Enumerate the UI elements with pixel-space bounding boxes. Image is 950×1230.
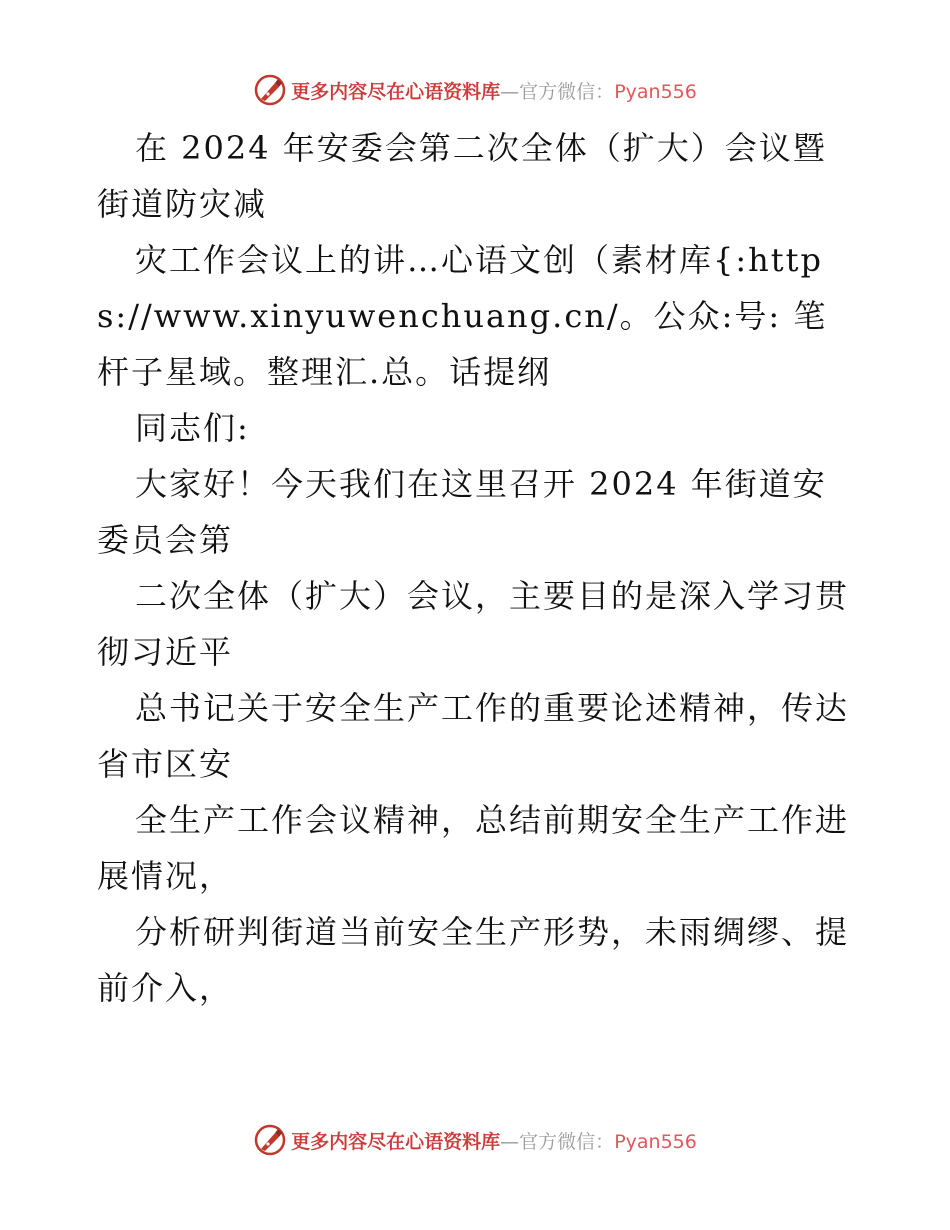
paragraph-title-continued: 灾工作会议上的讲…心语文创（素材库{:https://www.xinyuwenchuang.cn/。公众:号: 笔杆子星域。整理汇.总。话提纲 xyxy=(97,241,828,391)
banner-site-name: 更多内容尽在心语资料库 xyxy=(291,1130,501,1153)
document-body xyxy=(97,120,857,1016)
paragraph-body: 总书记关于安全生产工作的重要论述精神，传达省市区安 xyxy=(97,689,850,783)
header-banner xyxy=(0,70,950,110)
paragraph-body: 全生产工作会议精神，总结前期安全生产工作进展情况， xyxy=(97,801,850,895)
banner-text xyxy=(291,77,697,104)
banner-dash: — xyxy=(500,80,520,103)
banner-wechat-label: 官方微信： xyxy=(519,80,615,103)
banner-wechat-label: 官方微信： xyxy=(519,1130,615,1153)
pen-nib-logo-icon xyxy=(253,73,287,107)
footer-banner xyxy=(0,1120,950,1160)
banner-wechat-id: Pyan556 xyxy=(614,80,697,103)
pen-nib-logo-icon xyxy=(253,1123,287,1157)
paragraph-body: 分析研判街道当前安全生产形势，未雨绸缪、提前介入， xyxy=(97,913,850,1007)
banner-wechat-id: Pyan556 xyxy=(614,1130,697,1153)
paragraph-salutation: 同志们: xyxy=(135,409,250,447)
paragraph-title: 在 2024 年安委会第二次全体（扩大）会议暨街道防灾减 xyxy=(97,129,827,223)
banner-text xyxy=(291,1127,697,1154)
paragraph-body: 大家好！今天我们在这里召开 2024 年街道安委员会第 xyxy=(97,465,827,559)
banner-site-name: 更多内容尽在心语资料库 xyxy=(291,80,501,103)
paragraph-body: 二次全体（扩大）会议，主要目的是深入学习贯彻习近平 xyxy=(97,577,850,671)
banner-dash: — xyxy=(500,1130,520,1153)
